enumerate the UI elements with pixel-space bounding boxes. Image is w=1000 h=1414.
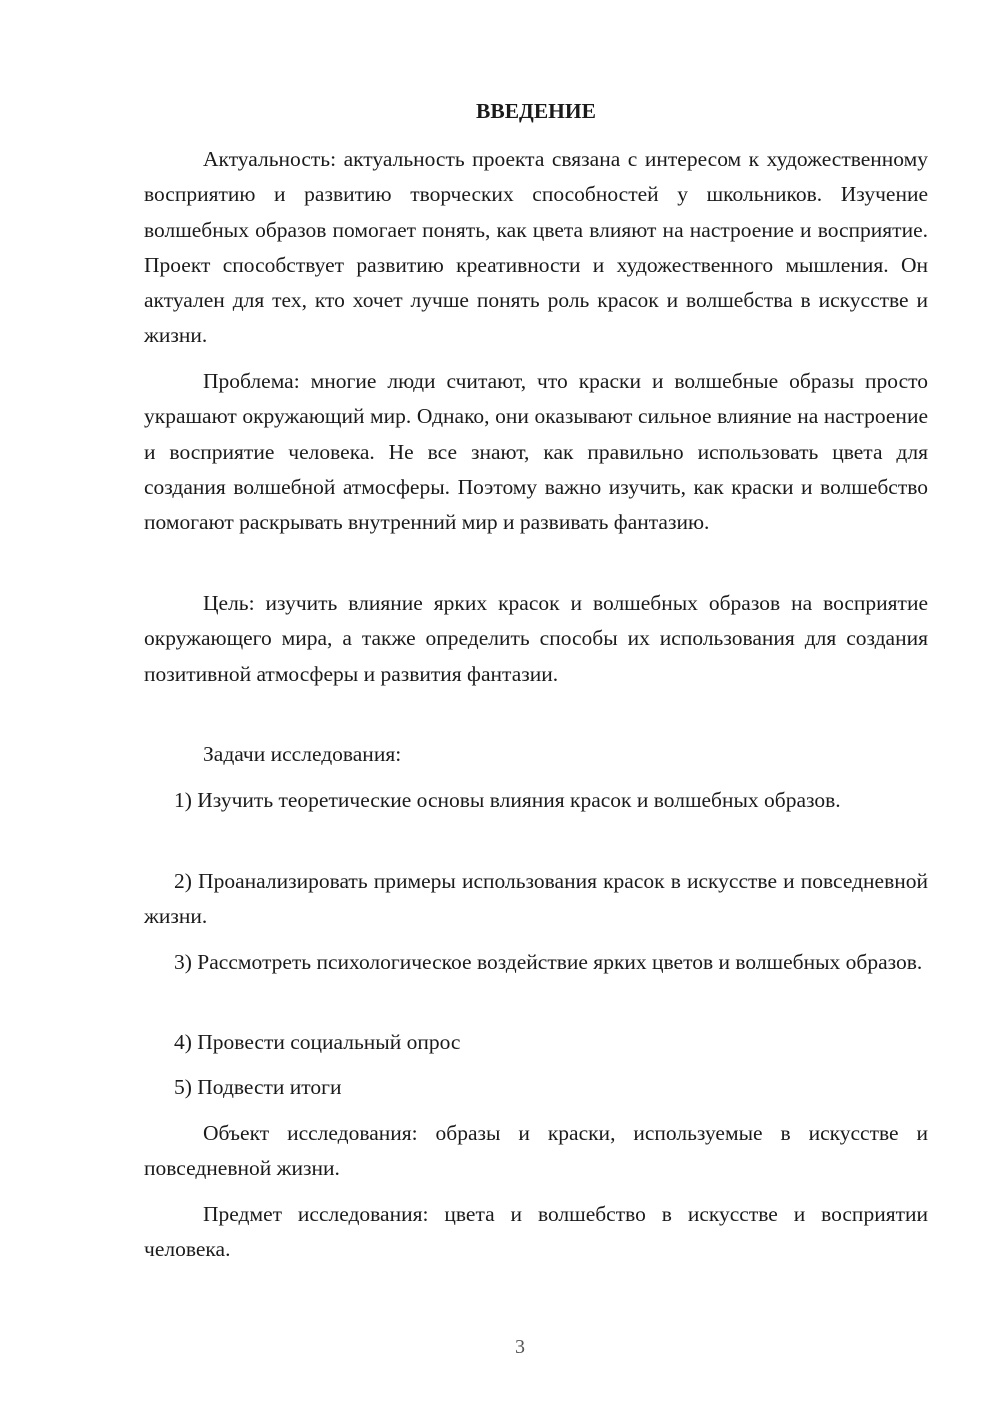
paragraph-problem: Проблема: многие люди считают, что краски и волшебные образы просто украшают окружающий мир. Однако, они оказывают сильное влияние на настроение и восприятие человека. Не все знают, как правильно использовать цвета для создания волшебной атмосферы. Поэтому важно изучить, как краски и волшебство помогают раскрывать внутренний мир и развивать фантазию. [144,369,928,535]
page-number: 3 [515,1336,525,1358]
section-title: ВВЕДЕНИЕ [476,99,596,123]
paragraph-research-object: Объект исследования: образы и краски, используемые в искусстве и повседневной жизни. [144,1121,928,1181]
task-item-1: 1) Изучить теоретические основы влияния красок и волшебных образов. [174,788,841,812]
task-item-5: 5) Подвести итоги [174,1075,342,1099]
paragraph-research-subject: Предмет исследования: цвета и волшебство в искусстве и восприятии человека. [144,1202,928,1262]
paragraph-goal: Цель: изучить влияние ярких красок и волшебных образов на восприятие окружающего мира, а также определить способы их использования для создания позитивной атмосферы и развития фантазии. [144,591,928,686]
task-item-3: 3) Рассмотреть психологическое воздействие ярких цветов и волшебных образов. [174,950,923,974]
paragraph-relevance: Актуальность: актуальность проекта связана с интересом к художественному восприятию и развитию творческих способностей у школьников. Изучение волшебных образов помогает понять, как цвета влияют на настроение и восприятие. Проект способствует развитию креативности и художественного мышления. Он актуален для тех, кто хочет лучше понять роль красок и волшебства в искусстве и жизни. [144,147,928,348]
paragraph-tasks-heading: Задачи исследования: [203,742,402,766]
task-item-2: 2) Проанализировать примеры использования красок в искусстве и повседневной жизни. [144,869,928,929]
task-item-4: 4) Провести социальный опрос [174,1030,461,1054]
